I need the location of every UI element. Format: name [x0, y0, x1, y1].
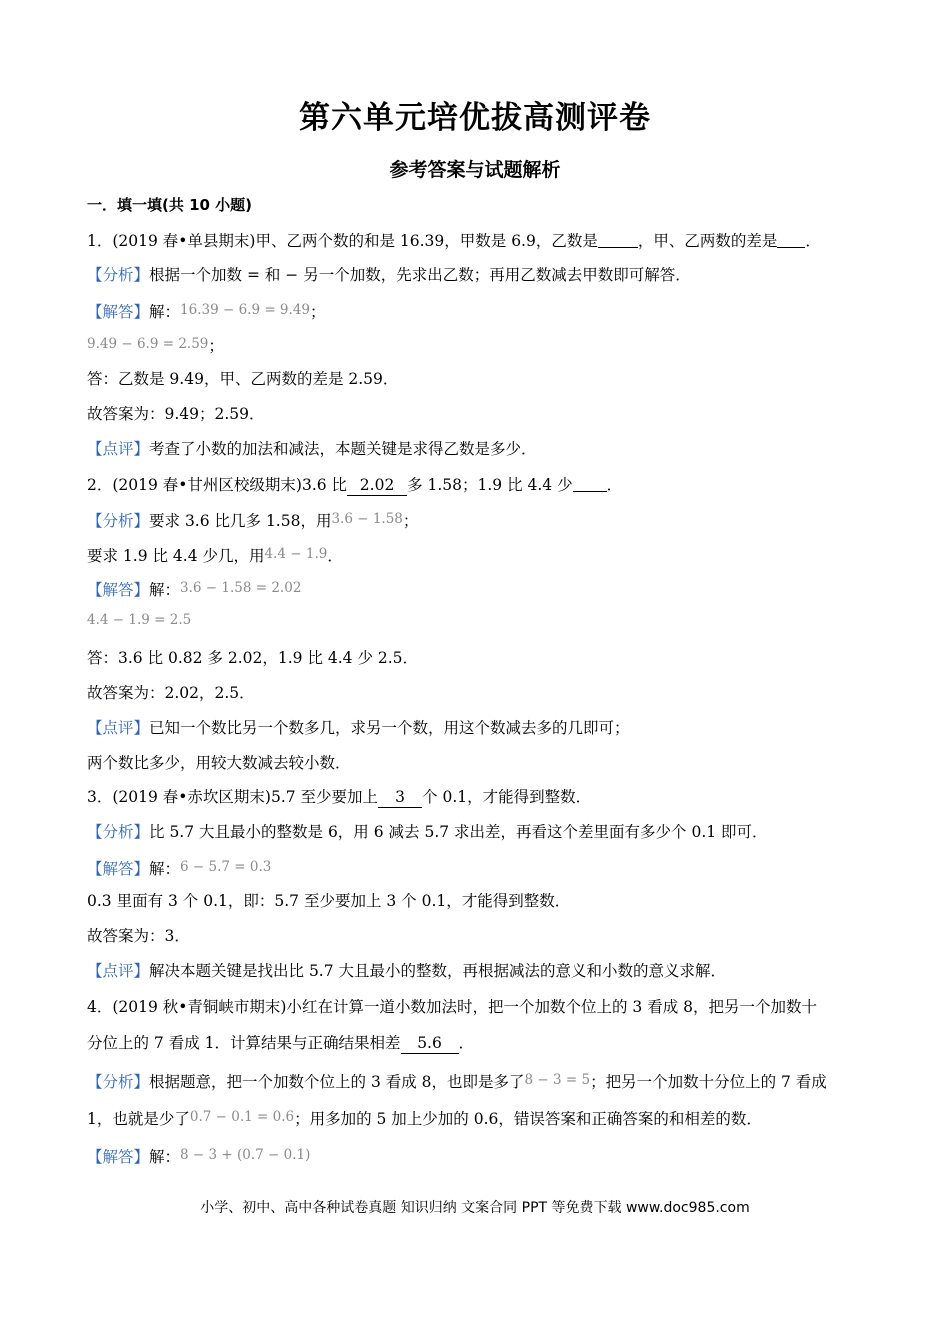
comment-tag: 【点评】: [87, 962, 150, 980]
q2-analysis: 【分析】要求 3.6 比几多 1.58，用3.6 − 1.58；: [87, 511, 419, 530]
q4-answer-blank: 5.6: [401, 1033, 459, 1054]
solution-tag: 【解答】: [87, 1148, 150, 1166]
q2-comment-2: 两个数比多少，用较大数减去较小数．: [87, 754, 351, 772]
q2-solution-2: [87, 610, 191, 632]
page-title: 第六单元培优拔高测评卷: [299, 100, 651, 136]
q1-final-answer: 故答案为：9.49；2.59．: [87, 405, 265, 423]
q4-solution: 【解答】解：8 − 3 + (0.7 − 0.1): [87, 1147, 311, 1166]
q2-formula-1: 3.6 − 1.58 = 2.02: [180, 580, 302, 596]
q2-solution: 【解答】解：3.6 − 1.58 = 2.02: [87, 580, 302, 599]
q4-analysis: 【分析】根据题意，把一个加数个位上的 3 看成 8，也即是多了8 − 3 = 5；把另一个加数十分位上的 7 看成: [87, 1072, 827, 1091]
q3-solution: 【解答】解：6 − 5.7 = 0.3: [87, 859, 272, 878]
q2-final-answer: 故答案为：2.02，2.5．: [87, 684, 255, 702]
q4-stem: 4．(2019 秋•青铜峡市期末)小红在计算一道小数加法时，把一个加数个位上的 3 看成 8，把另一个加数十: [87, 998, 817, 1016]
q1-analysis: 【分析】根据一个加数 = 和 − 另一个加数，先求出乙数；再用乙数减去甲数即可解答．: [87, 266, 691, 284]
q3-stem: 3．(2019 春•赤坎区期末)5.7 至少要加上 3 个 0.1，才能得到整数．: [87, 788, 592, 806]
q1-solution: 【解答】解：16.39 − 6.9 = 9.49；: [87, 302, 326, 321]
analysis-tag: 【分析】: [87, 823, 150, 841]
q1-blank-1: [598, 230, 638, 248]
q2-comment: 【点评】已知一个数比另一个数多几，求另一个数，用这个数减去多的几即可；: [87, 719, 630, 737]
q4-stem-2: 分位上的 7 看成 1．计算结果与正确结果相差 5.6 ．: [87, 1034, 475, 1052]
q1-blank-2: [777, 230, 805, 248]
q1-stem: 1．(2019 春•单县期末)甲、乙两个数的和是 16.39，甲数是 6.9，乙数是 ，甲、乙两数的差是 ．: [87, 232, 821, 250]
q1-formula-2: 9.49 − 6.9 = 2.59: [87, 336, 209, 352]
analysis-tag: 【分析】: [87, 266, 150, 284]
section-heading: 一．填一填(共 10 小题): [87, 196, 253, 214]
q3-formula-1: 6 − 5.7 = 0.3: [180, 859, 272, 875]
q2-formula-2: 4.4 − 1.9 = 2.5: [87, 612, 192, 628]
q1-answer: 答：乙数是 9.49，甲、乙两数的差是 2.59．: [87, 370, 399, 388]
page-subtitle: 参考答案与试题解析: [389, 159, 561, 181]
q2-stem: 2．(2019 春•甘州区校级期末)3.6 比 2.02 多 1.58；1.9 比 4.4 少 ．: [87, 476, 623, 494]
q3-answer: 0.3 里面有 3 个 0.1，即：5.7 至少要加上 3 个 0.1，才能得到整数．: [87, 892, 571, 910]
analysis-tag: 【分析】: [87, 512, 150, 530]
page-footer: 小学、初中、高中各种试卷真题 知识归纳 文案合同 PPT 等免费下载 www.doc985.com: [200, 1200, 750, 1216]
q2-answer-blank: 2.02: [347, 475, 407, 496]
comment-tag: 【点评】: [87, 719, 150, 737]
solution-tag: 【解答】: [87, 303, 150, 321]
q1-solution-2: 9.49 − 6.9 = 2.59；: [87, 336, 224, 355]
q4-analysis-formula-1: 8 − 3 = 5: [524, 1072, 591, 1088]
q2-blank-2: [573, 474, 607, 492]
q1-comment: 【点评】考查了小数的加法和减法，本题关键是求得乙数是多少．: [87, 440, 537, 458]
q3-comment: 【点评】解决本题关键是找出比 5.7 大且最小的整数，再根据减法的意义和小数的意义求解．: [87, 962, 727, 980]
q1-formula-1: 16.39 − 6.9 = 9.49: [180, 302, 310, 318]
q3-final-answer: 故答案为：3．: [87, 927, 190, 945]
q4-analysis-formula-2: 0.7 − 0.1 = 0.6: [189, 1109, 295, 1125]
solution-tag: 【解答】: [87, 860, 150, 878]
q4-analysis-2: 1，也就是少了0.7 − 0.1 = 0.6；用多加的 5 加上少加的 0.6，错误答案和正确答案的和相差的数．: [87, 1109, 762, 1128]
analysis-tag: 【分析】: [87, 1073, 150, 1091]
q3-analysis: 【分析】比 5.7 大且最小的整数是 6，用 6 减去 5.7 求出差，再看这个差里面有多少个 0.1 即可．: [87, 823, 768, 841]
q4-formula-1: 8 − 3 + (0.7 − 0.1): [180, 1147, 311, 1163]
q2-answer: 答：3.6 比 0.82 多 2.02，1.9 比 4.4 少 2.5．: [87, 649, 419, 667]
q2-analysis-formula-1: 3.6 − 1.58: [331, 511, 403, 527]
q2-analysis-2: 要求 1.9 比 4.4 少几，用4.4 − 1.9．: [87, 546, 343, 565]
q3-answer-blank: 3: [378, 787, 422, 808]
comment-tag: 【点评】: [87, 440, 150, 458]
solution-tag: 【解答】: [87, 581, 150, 599]
q2-analysis-formula-2: 4.4 − 1.9: [264, 546, 328, 562]
